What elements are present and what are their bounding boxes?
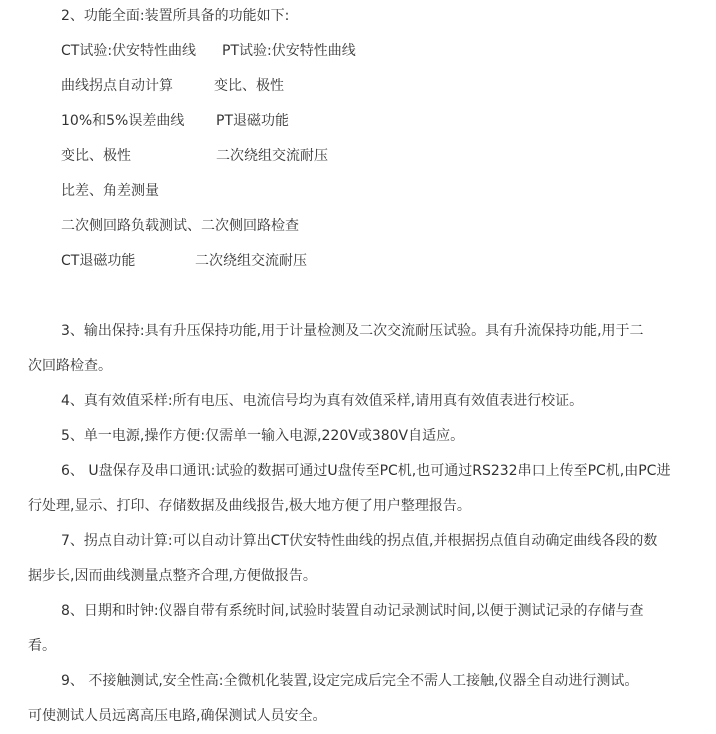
feature-right: 二次绕组交流耐压 <box>195 253 307 269</box>
feature-left: 二次侧回路负载测试、二次侧回路检查 <box>61 218 299 234</box>
feature-left: 比差、角差测量 <box>61 183 159 199</box>
feature-row <box>61 251 307 271</box>
paragraph-line: 看。 <box>28 638 56 654</box>
feature-right: 变比、极性 <box>214 78 284 94</box>
paragraph-line: 行处理,显示、打印、存储数据及曲线报告,极大地方便了用户整理报告。 <box>28 498 471 514</box>
feature-left: 变比、极性 <box>61 148 131 164</box>
feature-left: 10%和5%误差曲线 <box>61 113 185 129</box>
feature-left: CT试验:伏安特性曲线 <box>61 43 197 59</box>
paragraph-line: 4、真有效值采样:所有电压、电流信号均为真有效值采样,请用真有效值表进行校证。 <box>61 393 584 409</box>
feature-row <box>61 181 159 201</box>
section-heading: 2、功能全面:装置所具备的功能如下: <box>61 8 290 24</box>
paragraph-line: 3、输出保持:具有升压保持功能,用于计量检测及二次交流耐压试验。具有升流保持功能,用于二 <box>61 323 644 339</box>
feature-left: CT退磁功能 <box>61 253 136 269</box>
paragraph-line: 6、 U盘保存及串口通讯:试验的数据可通过U盘传至PC机,也可通过RS232串口上传至PC机,由PC进 <box>61 463 671 479</box>
paragraph-line: 8、日期和时钟:仪器自带有系统时间,试验时装置自动记录测试时间,以便于测试记录的存储与查 <box>61 603 644 619</box>
feature-row <box>61 111 289 131</box>
feature-row <box>61 216 299 236</box>
paragraph-line: 9、 不接触测试,安全性高:全微机化装置,设定完成后完全不需人工接触,仪器全自动进行测试。 <box>61 673 639 689</box>
feature-left: 曲线拐点自动计算 <box>61 78 173 94</box>
paragraph-line: 可使测试人员远离高压电路,确保测试人员安全。 <box>28 708 327 724</box>
feature-row <box>61 146 328 166</box>
feature-right: 二次绕组交流耐压 <box>216 148 328 164</box>
paragraph-line: 5、单一电源,操作方便:仅需单一输入电源,220V或380V自适应。 <box>61 428 465 444</box>
feature-row <box>61 41 356 61</box>
feature-right: PT退磁功能 <box>216 113 289 129</box>
paragraph-line: 7、拐点自动计算:可以自动计算出CT伏安特性曲线的拐点值,并根据拐点值自动确定曲线各段的数 <box>61 533 658 549</box>
feature-right: PT试验:伏安特性曲线 <box>222 43 356 59</box>
paragraph-line: 据步长,因而曲线测量点整齐合理,方便做报告。 <box>28 568 317 584</box>
feature-row <box>61 76 284 96</box>
paragraph-line: 次回路检查。 <box>28 358 112 374</box>
